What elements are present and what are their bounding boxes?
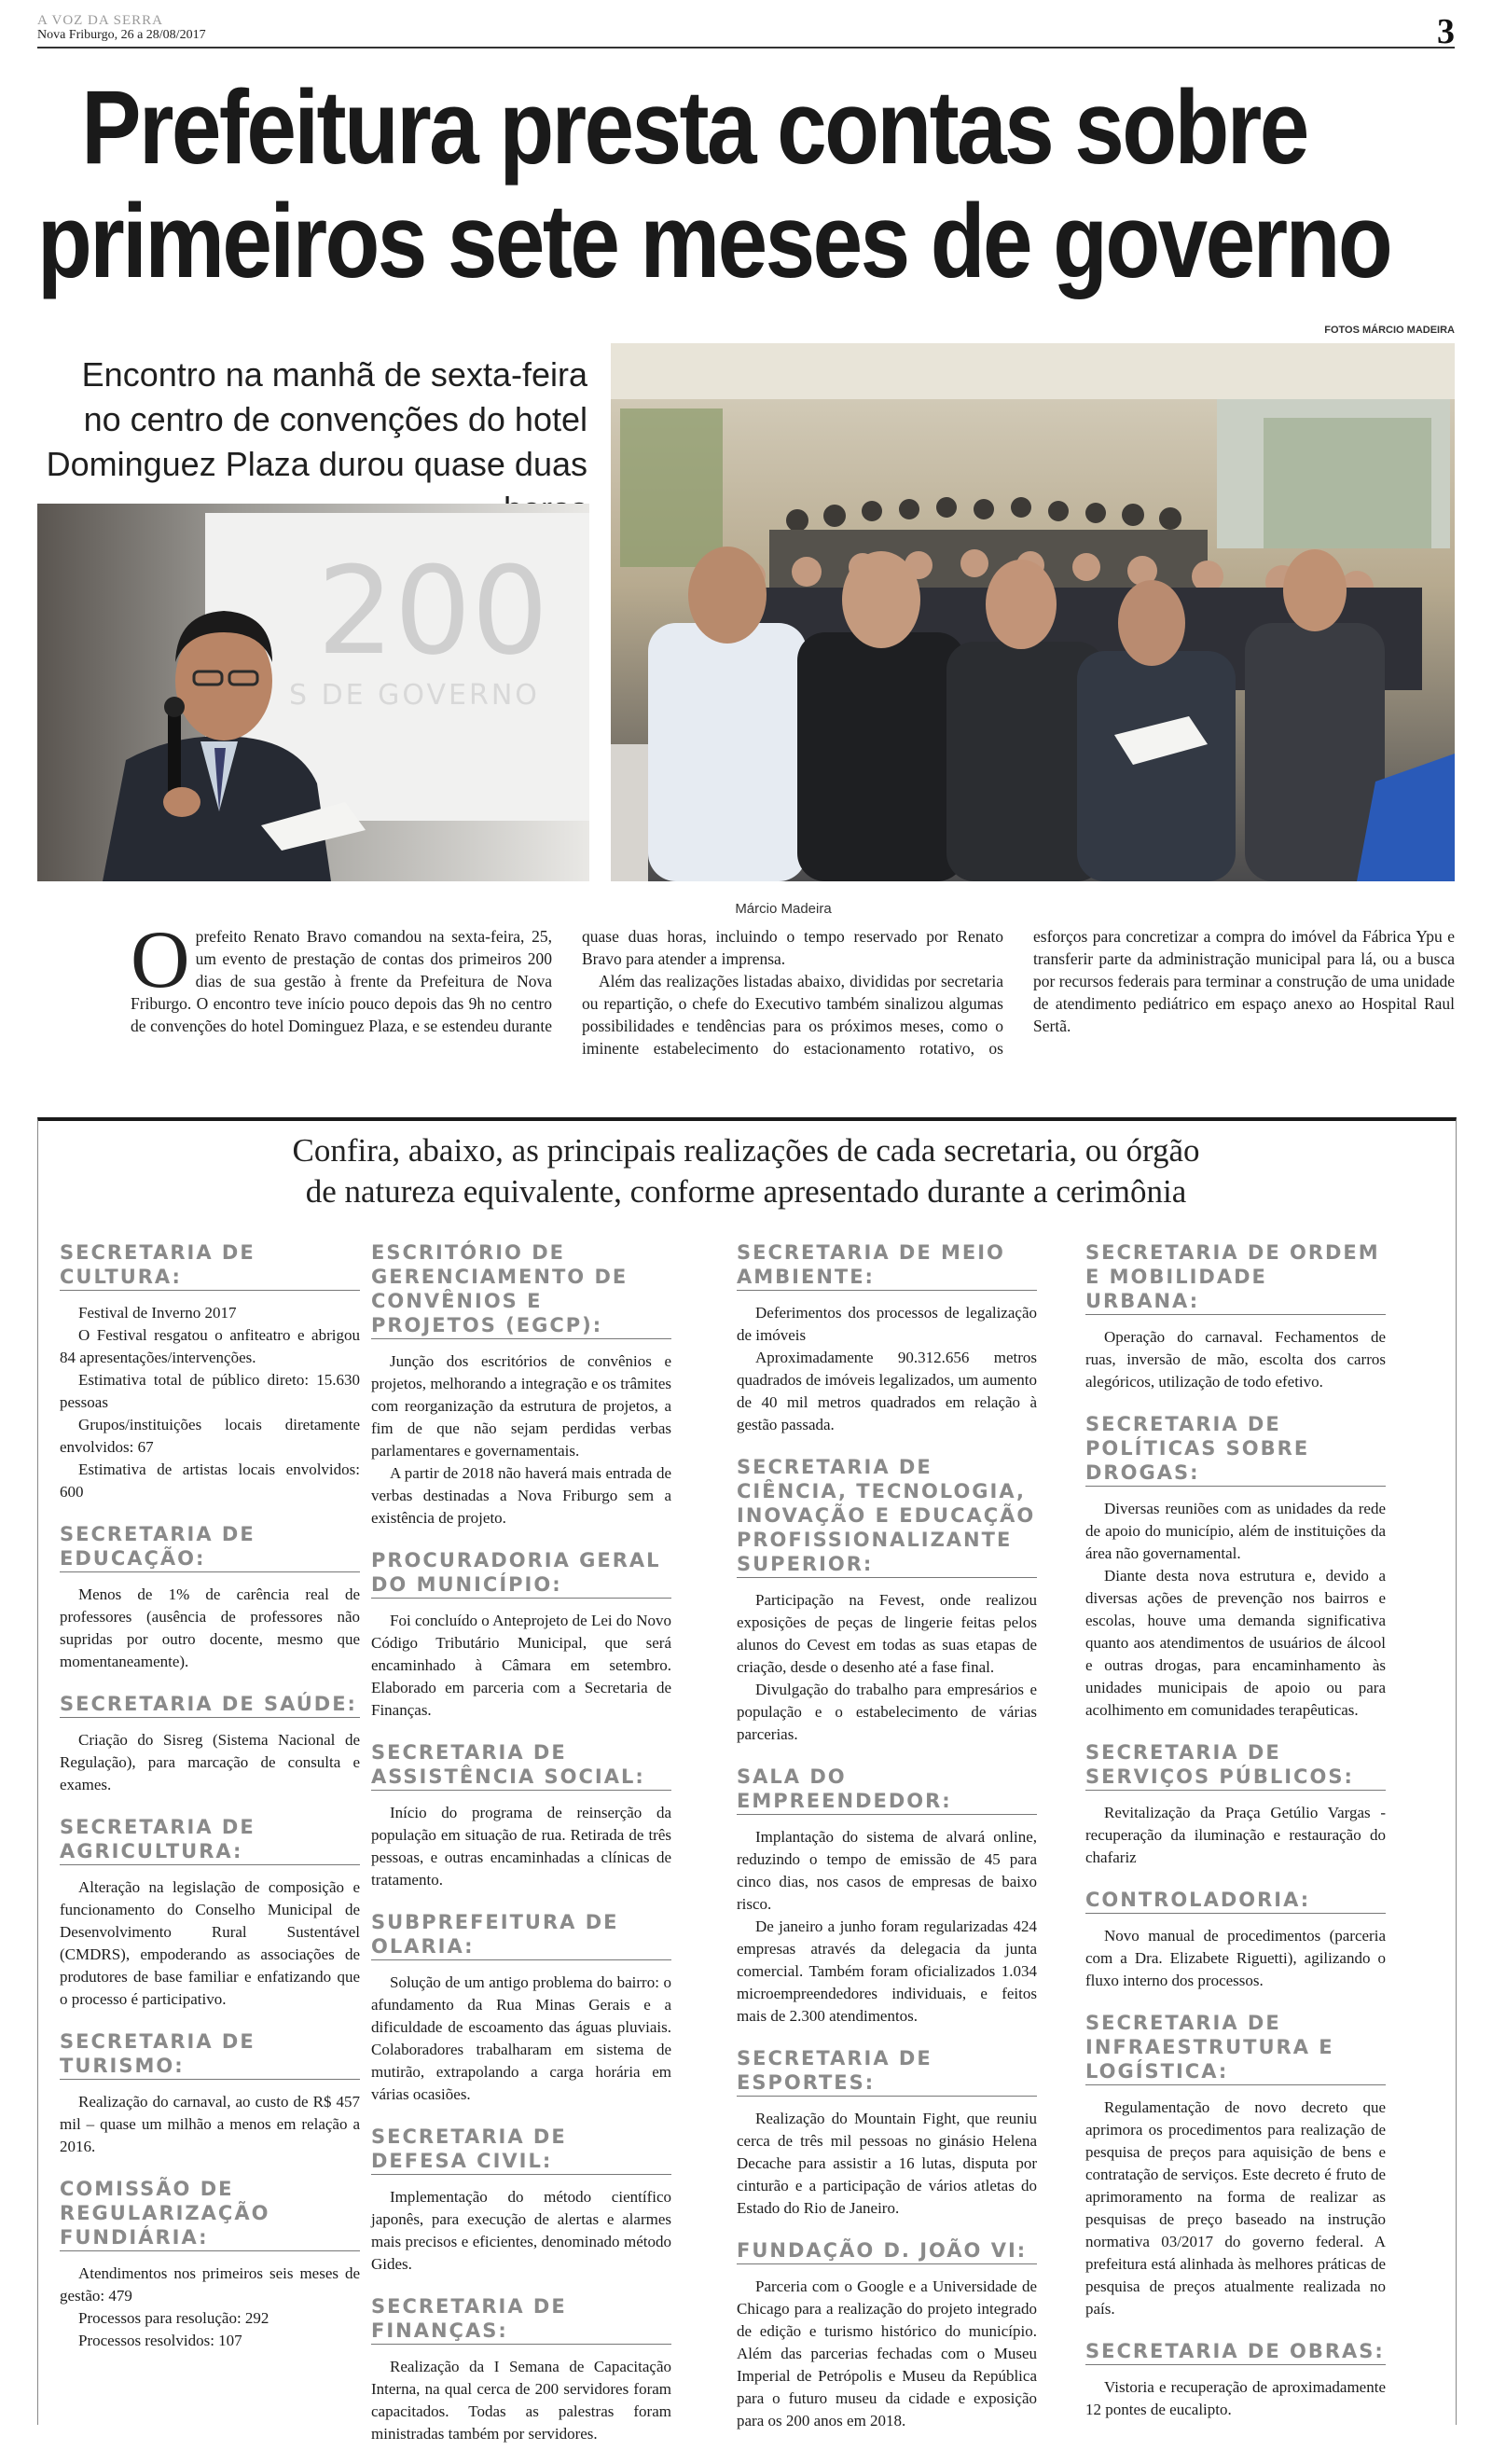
secretariat-paragraph: Novo manual de procedimentos (parceria com a Dra. Elizabete Riguetti), agilizando o fluxo interno dos processos. [1085,1927,1386,1989]
secretariat-section [60,1692,360,1796]
secretariat-paragraph: Solução de um antigo problema do bairro: o afundamento da Rua Minas Gerais e a dificuldade de escoamento das águas pluviais. Colaboradores trabalharam em sistema de mutirão, extrapolando a carga horária em várias ocasiões. [371,1973,671,2103]
speaker-photo-illustration [37,504,589,881]
secretariat-paragraph: O Festival resgatou o anfiteatro e abrigou 84 apresentações/intervenções. [60,1326,360,1366]
headline-line-2: primeiros sete meses de governo [37,183,1391,299]
secretariat-paragraph: Criação do Sisreg (Sistema Nacional de Regulação), para marcação de consulta e exames. [60,1731,360,1793]
secretariat-body [60,2263,360,2352]
secretariat-section [60,1522,360,1673]
screen-number: 200 [317,540,549,682]
secretariat-paragraph: Realização do carnaval, ao custo de R$ 457 mil – quase um milhão a menos em relação a 2016. [60,2093,360,2155]
secretariat-title: COMISSÃO DE REGULARIZAÇÃO FUNDIÁRIA: [60,2177,360,2251]
secretariat-paragraph: Vistoria e recuperação de aproximadamente 12 pontes de eucalipto. [1085,2378,1386,2418]
intro-paragraph-1: Oprefeito Renato Bravo comandou na sexta-feira, 25, um evento de prestação de contas dos primeiros 200 dias de sua gestão à frente da Prefeitura de Nova Friburgo. O encontro teve início pouco depois das 9h no centro de convenções do hotel Dominguez Plaza, e se estendeu durante quase duas horas, incluindo o tempo reservado por Renato Bravo para atender a imprensa. [131,915,1003,1035]
audience-photo-illustration [611,343,1455,881]
secretariat-section [60,2029,360,2158]
secretariat-paragraph: A partir de 2018 não haverá mais entrada de verbas destinadas a Nova Friburgo sem a existência de projeto. [371,1464,671,1527]
secretariat-body [60,1302,360,1503]
secretariat-section [60,1240,360,1503]
secretariat-body [737,1302,1037,1436]
secretariat-section [60,2177,360,2352]
secretariat-paragraph: Operação do carnaval. Fechamentos de ruas, inversão de mão, escolta dos carros alegóricos, utilização de todo efetivo. [1085,1328,1386,1391]
secretariat-body [737,2276,1037,2432]
intro-text [131,915,1455,1059]
secretariat-body [371,2356,671,2445]
secretariat-title: SALA DO EMPREENDEDOR: [737,1765,1037,1815]
audience-photo [611,343,1455,881]
secretariat-title: CONTROLADORIA: [1085,1888,1386,1914]
secretariat-paragraph: Estimativa de artistas locais envolvidos: 600 [60,1460,360,1501]
secretariat-body [737,1826,1037,2028]
secretariat-title: SECRETARIA DE OBRAS: [1085,2339,1386,2365]
secretariat-paragraph: Processos para resolução: 292 [78,2309,269,2327]
secretariat-paragraph: Realização do Mountain Fight, que reuniu cerca de três mil pessoas no ginásio Helena Decache para assistir a 16 lutas, disputa por cinturão e a participação de vários atletas do Estado do Rio de Janeiro. [737,2110,1037,2217]
secretariat-paragraph: Implementação do método científico japonês, para execução de alertas e alarmes mais precisos e eficientes, denominado método Gides. [371,2188,671,2273]
secretariat-title: SECRETARIA DE MEIO AMBIENTE: [737,1240,1037,1291]
secretariat-body [371,1802,671,1891]
secretariat-section [60,1815,360,2011]
secretariat-title: SECRETARIA DE ESPORTES: [737,2046,1037,2097]
secretariat-body [1085,1925,1386,1992]
secretariat-title: SECRETARIA DE SAÚDE: [60,1692,360,1718]
secretariat-body [371,1972,671,2106]
secretariat-body [60,1584,360,1673]
photo-caption-credit: Márcio Madeira [735,901,832,917]
secretariat-body [60,1729,360,1796]
secretariat-paragraph: Deferimentos dos processos de legalização de imóveis [737,1304,1037,1344]
secretariat-title: SECRETARIA DE AGRICULTURA: [60,1815,360,1865]
secretariat-title: SECRETARIA DE DEFESA CIVIL: [371,2125,671,2175]
secretariat-title: SECRETARIA DE TURISMO: [60,2029,360,2080]
secretariat-section [371,1548,671,1722]
secretariat-paragraph: Participação na Fevest, onde realizou exposições de peças de lingerie feitas pelos alunos do Cevest em todas as suas etapas de criação, desde o desenho até a fase final. [737,1591,1037,1676]
headline-line-1: Prefeitura presta contas sobre [81,69,1307,186]
secretariat-section [737,1240,1037,1436]
secretariat-title: FUNDAÇÃO D. JOÃO VI: [737,2238,1037,2264]
secretariat-section [371,1240,671,1530]
photo-credit: FOTOS MÁRCIO MADEIRA [1324,325,1455,336]
headline [37,71,1465,298]
drop-cap: O [131,915,190,1005]
secretariat-paragraph: Alteração na legislação de composição e funcionamento do Conselho Municipal de Desenvolvimento Rural Sustentável (CMDRS), empoderando as associações de produtores de base familiar e enfatizando que o processo é participativo. [60,1878,360,2008]
secretariat-title: SECRETARIA DE EDUCAÇÃO: [60,1522,360,1572]
column-1 [60,1240,360,2371]
secretariat-title: SECRETARIA DE CULTURA: [60,1240,360,1291]
secretariat-paragraph: Festival de Inverno 2017 [78,1304,237,1322]
secretariat-section [371,2294,671,2445]
secretariat-section [737,2238,1037,2432]
secretariat-body [60,1876,360,2011]
secretariat-paragraph: Menos de 1% de carência real de professores (ausência de professores não supridas por outro docente, mesmo que momentaneamente). [60,1585,360,1670]
secretariat-body [1085,2097,1386,2320]
secretariat-body [1085,2376,1386,2421]
screen-text: S DE GOVERNO [289,679,540,712]
secretariat-paragraph: Foi concluído o Anteprojeto de Lei do Novo Código Tributário Municipal, que será encaminhado à Câmara em setembro. Elaborado em parceria com a Secretaria de Finanças. [371,1612,671,1719]
secretariat-body [371,2186,671,2276]
secretariat-paragraph: Junção dos escritórios de convênios e projetos, melhorando a integração e os trâmites com reorganização da estrutura de projetos, a fim de que não sejam perdidas verbas parlamentares e governamentais. [371,1352,671,1460]
secretariat-body [737,1589,1037,1746]
secretariat-title: SECRETARIA DE ORDEM E MOBILIDADE URBANA: [1085,1240,1386,1315]
secretariat-section [737,1455,1037,1746]
issue-date: Nova Friburgo, 26 a 28/08/2017 [37,28,206,42]
secretariat-section [371,1910,671,2106]
secretariat-paragraph: Estimativa total de público direto: 15.630 pessoas [60,1371,360,1411]
secretariat-title: SUBPREFEITURA DE OLARIA: [371,1910,671,1960]
secretariat-section [1085,1240,1386,1393]
secretariat-section [371,1740,671,1891]
subheadline: Encontro na manhã de sexta-feira no centro de convenções do hotel Dominguez Plaza durou quase duas [46,355,587,483]
masthead [37,12,1455,51]
page-number: 3 [1437,12,1455,51]
secretariat-paragraph: Revitalização da Praça Getúlio Vargas - recuperação da iluminação e restauração do chafariz [1085,1804,1386,1866]
column-3 [737,1240,1037,2451]
secretariat-section [1085,2339,1386,2421]
secretariat-section [737,2046,1037,2220]
column-4 [1085,1240,1386,2440]
secretariat-body [1085,1326,1386,1393]
column-2 [371,1240,671,2464]
secretariat-section [371,2125,671,2276]
secretariat-body [60,2091,360,2158]
secretariat-section [1085,1888,1386,1992]
secretariat-paragraph: Aproximadamente 90.312.656 metros quadrados de imóveis legalizados, um aumento de 40 mil metros quadrados em relação à gestão passada. [737,1349,1037,1433]
secretariat-section [737,1765,1037,2028]
secretariat-title: SECRETARIA DE FINANÇAS: [371,2294,671,2345]
secretariat-title: SECRETARIA DE CIÊNCIA, TECNOLOGIA, INOVAÇÃO E EDUCAÇÃO PROFISSIONALIZANTE SUPERIOR: [737,1455,1037,1578]
secretariat-paragraph: Grupos/instituições locais diretamente envolvidos: 67 [60,1416,360,1456]
secretariat-section [1085,1740,1386,1869]
secretariat-paragraph: Diante desta nova estrutura e, devido a diversas ações de prevenção nos bairros e escolas, houve uma demanda significativa quanto aos atendimentos de usuários de álcool e outras drogas, para encaminhamento às unidades municipais de apoio ou para acolhimento em comunidades terapêuticas. [1085,1567,1386,1719]
secretariat-section [1085,2011,1386,2320]
secretariat-paragraph: Implantação do sistema de alvará online, reduzindo o tempo de emissão de 45 para cinco dias, nos casos de empresas de baixo risco. [737,1828,1037,1913]
newspaper-name: A VOZ DA SERRA [37,13,163,28]
secretariat-title: PROCURADORIA GERAL DO MUNICÍPIO: [371,1548,671,1599]
secretariat-title: SECRETARIA DE SERVIÇOS PÚBLICOS: [1085,1740,1386,1791]
secretariat-body [737,2108,1037,2220]
secretariat-title: SECRETARIA DE POLÍTICAS SOBRE DROGAS: [1085,1412,1386,1487]
secretariat-body [1085,1498,1386,1722]
secretariat-body [371,1610,671,1722]
secretariat-title: ESCRITÓRIO DE GERENCIAMENTO DE CONVÊNIOS E PROJETOS (EGCP): [371,1240,671,1339]
secretariat-title: SECRETARIA DE ASSISTÊNCIA SOCIAL: [371,1740,671,1791]
secretariat-paragraph: Diversas reuniões com as unidades da rede de apoio do município, além de instituições da área não governamental. [1085,1500,1386,1562]
secretariat-paragraph: Atendimentos nos primeiros seis meses de gestão: 479 [60,2264,360,2305]
box-title: Confira, abaixo, as principais realizações de cada secretaria, ou órgão de natureza equivalente, conforme apresentado durante a cerimônia [292,1132,1200,1210]
secretariat-paragraph: Regulamentação de novo decreto que aprimora os procedimentos para realização de pesquisa de preços para aquisição de bens e contratação de serviços. Este decreto é fruto de aprimoramento na forma de realizar as pesquisas de preço baseado na instrução normativa 03/2017 do governo federal. A prefeitura está alinhada às melhores práticas de pesquisa de preços atualmente realizada no país. [1085,2098,1386,2318]
secretariat-paragraph: Divulgação do trabalho para empresários e população e o estabelecimento de várias parcerias. [737,1681,1037,1743]
speaker-photo [37,504,589,881]
secretariat-body [1085,1802,1386,1869]
secretariat-paragraph: De janeiro a junho foram regularizadas 424 empresas através da delegacia da junta comercial. Também foram oficializados 1.034 microempreendedores individuais, e feitos mais de 2.300 atendimentos. [737,1917,1037,2025]
secretariat-body [371,1350,671,1530]
secretariat-paragraph: Processos resolvidos: 107 [78,2332,242,2349]
secretariat-paragraph: Realização da I Semana de Capacitação Interna, na qual cerca de 200 servidores foram capacitados. Todas as palestras foram ministradas também por servidores. [371,2358,671,2443]
secretariat-paragraph: Parceria com o Google e a Universidade de Chicago para a realização do projeto integrado de edição e turismo histórico do município. Além das parcerias fechadas com o Museu Imperial de Petrópolis e Museu da República para o futuro museu da cidade e exposição para os 200 anos em 2018. [737,2277,1037,2429]
intro-paragraph-2: Além das realizações listadas abaixo, divididas por secretaria ou repartição, o chefe do Executivo também sinalizou algumas possibilidades e tendências para os próximos meses, como o iminente estabelecimento do estacionamento rotativo, os esforços para concretizar a compra do imóvel da Fábrica Ypu e transferir parte da administração municipal para lá, ou a busca por recursos federais para terminar a construção de uma unidade de atendimento pediátrico em espaço anexo ao Hospital Raul Sertã. [582,927,1455,1058]
secretariat-title: SECRETARIA DE INFRAESTRUTURA E LOGÍSTICA: [1085,2011,1386,2085]
secretariat-paragraph: Início do programa de reinserção da população em situação de rua. Retirada de três pessoas, e outras encaminhadas a clínicas de tratamento. [371,1804,671,1889]
secretariat-section [1085,1412,1386,1722]
